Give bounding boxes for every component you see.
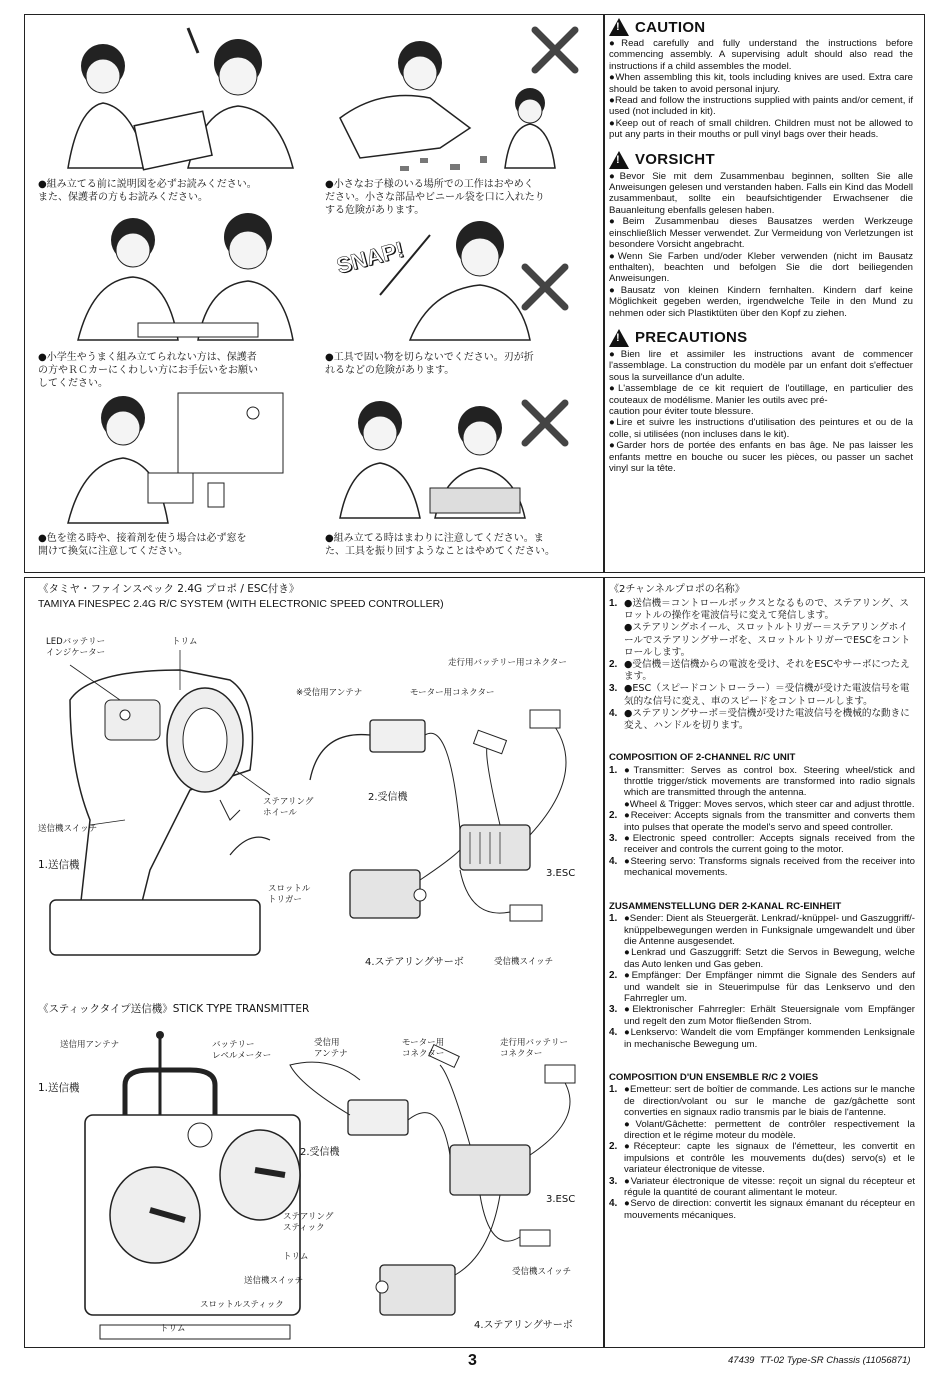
list-item: 3. ●ESC（スピードコントローラー）＝受信機が受けた電波信号を電気的な信号に変え、車のスピードをコントロールします。 — [609, 683, 910, 707]
label-stick-servo: 4.ステアリングサーボ — [474, 1320, 573, 1331]
caution-title: CAUTION — [635, 18, 706, 36]
label-transmitter: 1.送信機 — [38, 859, 80, 871]
label-stick-esc: 3.ESC — [546, 1194, 576, 1205]
caution-text — [609, 38, 913, 141]
caption-ventilation: ●色を塗る時や、接着剤を使う場合は必ず窓を 開けて換気に注意してください。 — [38, 533, 247, 557]
label-rx-antenna: 受信用 アンテナ — [314, 1038, 348, 1059]
precautions-item: ●Lire et suivre les instructions d'utilisation des peintures et ou de la colle, si utilisées (non incluses dans le kit). — [609, 417, 913, 440]
vorsicht-item: ●Beim Zusammenbau dieses Bausatzes werden Werkzeuge einschließlich Messer verwendet. Zur Vermeidung von Verletzungen ist besondere Vorsicht angebracht. — [609, 216, 913, 251]
list-item: 3. ●Elektronischer Fahrregler: Erhält Steuersignale vom Empfänger und regelt den zum Motor fließenden Strom. — [609, 1004, 915, 1027]
warning-triangle-icon — [609, 18, 629, 36]
label-throttle-trigger: スロットル トリガー — [268, 884, 311, 905]
illustration-child-no-tools — [320, 18, 590, 176]
stick-title: 《スティックタイプ送信機》STICK TYPE TRANSMITTER — [38, 1003, 310, 1015]
illustration-no-swinging-tools — [320, 388, 590, 528]
precautions-title: PRECAUTIONS — [635, 329, 748, 347]
illustration-parent-help — [38, 205, 298, 347]
illustration-snap-knife — [320, 205, 590, 347]
label-stick-tx-switch: 送信機スイッチ — [244, 1276, 304, 1286]
composition-de — [609, 901, 915, 1050]
warning-triangle-icon — [609, 151, 629, 169]
caution-item: ●When assembling this kit, tools including knives are used. Extra care should be taken to avoid personal injury. — [609, 72, 913, 95]
list-item: 4. ●Lenkservo: Wandelt die vom Empfänger kommenden Lenksignale in mechanische Bewegung um. — [609, 1027, 915, 1050]
caution-heading — [609, 18, 913, 36]
label-transmitter-switch: 送信機スイッチ — [38, 824, 98, 834]
label-stick-battery-connector: 走行用バッテリー コネクター — [500, 1038, 569, 1059]
label-tx-antenna: 送信用アンテナ — [60, 1040, 120, 1050]
label-stick-transmitter: 1.送信機 — [38, 1082, 80, 1094]
list-item: 1. ●Sender: Dient als Steuergerät. Lenkrad/-knüppel- und Gaszuggriff/- knüppelbewegungen werden in Funksignale umgewandelt und über die Antenne ausgesendet. ●Lenkrad und Gaszuggriff: Setzt die Servos in Bewegung, welche das Auto lenken und Gas geben. — [609, 913, 915, 970]
vorsicht-text — [609, 171, 913, 319]
caption-swing-tools: ●組み立てる時はまわりに注意してください。ま た、工具を振り回すようなことはやめてください。 — [325, 533, 555, 557]
composition-en — [609, 752, 915, 878]
list-item: 2. ●Receiver: Accepts signals from the transmitter and converts them into pulses that operate the model's servo and speed controller. — [609, 810, 915, 833]
label-led-indicator: LEDバッテリー インジケーター — [46, 637, 106, 658]
caution-item: ●Keep out of reach of small children. Children must not be allowed to put any parts in their mouths or pull vinyl bags over their heads. — [609, 117, 913, 141]
caption-read-instructions: ●組み立てる前に説明図を必ずお読みください。 また、保護者の方もお読みください。 — [38, 179, 257, 203]
illustration-reading-instructions — [38, 18, 298, 176]
vorsicht-heading — [609, 151, 913, 169]
list-item: 1. ●送信機＝コントロールボックスとなるもので、ステアリング、スロットルの操作を電波信号に変えて発信します。 ●ステアリングホイール、スロットルトリガー＝ステアリングホイールでステアリングサーボを、スロットルトリガーでESCをコントロールします。 — [609, 598, 911, 658]
label-stick-rx-switch: 受信機スイッチ — [512, 1267, 572, 1277]
precautions-heading — [609, 329, 913, 347]
vorsicht-title: VORSICHT — [635, 151, 715, 169]
label-servo: 4.ステアリングサーボ — [365, 957, 464, 968]
label-steering-wheel: ステアリング ホイール — [263, 797, 314, 818]
label-stick-motor-connector: モーター用 コネクター — [402, 1038, 445, 1059]
caption-hard-objects: ●工具で固い物を切らないでください。刃が折 れるなどの危険があります。 — [325, 352, 534, 376]
list-item: 1. ●Transmitter: Serves as control box. Steering wheel/stick and throttle trigger/stick movements are transformed into radio signals which are transmitted through the antenna. ●Wheel & Trigger: Moves servos, which steer car and adjust throttle. — [609, 764, 915, 810]
stick-transmitter-diagram — [30, 1025, 590, 1340]
list-item: 2. ●受信機＝送信機からの電波を受け、それをESCやサーボにつたえます。 — [609, 659, 910, 683]
label-steering-stick: ステアリング スティック — [283, 1212, 334, 1233]
composition-fr — [609, 1072, 915, 1221]
label-esc: 3.ESC — [546, 868, 576, 879]
caution-item: ●Read carefully and fully understand the instructions before commencing assembly. A supervising adult should also read the instructions if a child assembles the model. — [609, 38, 913, 72]
precautions-text — [609, 349, 913, 474]
list-item: 4. ●Steering servo: Transforms signals received from the receiver into mechanical movements. — [609, 855, 915, 879]
system-title-jp: 《タミヤ・ファインスペック 2.4G プロポ / ESC付き》 — [38, 583, 300, 595]
page-number: 3 — [468, 1352, 477, 1369]
label-receiver: 2.受信機 — [368, 792, 408, 803]
label-battery-meter: バッテリー レベルメーター — [212, 1040, 272, 1061]
precautions-item: ●Garder hors de portée des enfants en bas âge. Ne pas laisser les enfants mettre en bouche ou sucer les pièces, ou passer un sachet vinyl sur la tête. — [609, 440, 913, 474]
names-jp-list — [609, 598, 915, 732]
list-item: 3. ●Electronic speed controller: Accepts signals received from the receiver and controls the current going to the motor. — [609, 833, 915, 856]
precautions-item: ●L'assemblage de ce kit requiert de l'outillage, en particulier des couteaux de modélisme. Manier les outils avec pré- caution pour éviter toute blessure. — [609, 383, 913, 417]
composition-en-title: COMPOSITION OF 2-CHANNEL R/C UNIT — [609, 752, 796, 764]
label-trim: トリム — [172, 637, 198, 647]
list-item: 2. ●Empfänger: Der Empfänger nimmt die Signale des Senders auf und wandelt sie in Steuerimpulse für das Lenkservo und den Fahrregler um. — [609, 970, 915, 1004]
label-motor-connector: モーター用コネクター — [410, 688, 495, 698]
composition-de-title: ZUSAMMENSTELLUNG DER 2-KANAL RC-EINHEIT — [609, 900, 842, 912]
caption-small-children: ●小さなお子様のいる場所での工作はおやめく ださい。小さな部品やビニール袋を口に入れたり する危険があります。 — [325, 179, 545, 216]
warning-triangle-icon — [609, 329, 629, 347]
list-item: 1. ●Emetteur: sert de boîtier de commande. Les actions sur le manche de direction/volant ou sur le manche de gaz/gâchette sont converties en signaux radio transmis par le biais de l'antenne. ●Volant/Gâchette: permettent de contrôler respectivement la direction et le régime moteur du modèle. — [609, 1084, 915, 1142]
label-receiver-switch: 受信機スイッチ — [494, 957, 554, 967]
label-throttle-stick: スロットルスティック — [200, 1300, 284, 1310]
list-item: 4. ●ステアリングサーボ＝受信機が受けた電波信号を機械的な動きに変え、ハンドルを切ります。 — [609, 707, 910, 732]
vorsicht-item: ●Wenn Sie Farben und/oder Kleber verwenden (nicht im Bausatz enthalten), beachten und befolgen Sie die dort beiliegenden Anweisungen. — [609, 250, 913, 285]
caption-parent-help: ●小学生やうまく組み立てられない方は、保護者 の方やＲＣカーにくわしい方にお手伝いをお願い してください。 — [38, 352, 258, 389]
caution-item: ●Read and follow the instructions supplied with paints and/or cement, if used (not included in kit). — [609, 95, 913, 118]
vorsicht-item: ●Bausatz von kleinen Kindern fernhalten. Kindern darf keine Möglichkeit gegeben werden, irgendwelche Teile in den Mund zu nehmen oder sich Plastiktüten über den Kopf zu ziehen. — [609, 284, 913, 319]
doc-code: 47439 TT-02 Type-SR Chassis (11056871) — [728, 1355, 911, 1366]
snap-text: SNAP! — [333, 236, 407, 279]
label-stick-trim: トリム — [283, 1252, 309, 1262]
list-item: 4. ●Servo de direction: convertit les signaux émanant du récepteur en mouvements mécaniques. — [609, 1198, 915, 1221]
names-jp-title: 《2チャンネルプロポの名称》 — [609, 584, 745, 595]
label-battery-connector: 走行用バッテリー用コネクター — [448, 658, 567, 668]
list-item: 3. ●Variateur électronique de vitesse: reçoit un signal du récepteur et régule la quantité de courant alimentant le moteur. — [609, 1175, 915, 1199]
label-receiver-antenna: ※受信用アンテナ — [296, 688, 363, 698]
warnings-column — [609, 18, 913, 474]
system-title-en: TAMIYA FINESPEC 2.4G R/C SYSTEM (WITH ELECTRONIC SPEED CONTROLLER) — [38, 598, 444, 610]
precautions-item: ●Bien lire et assimiler les instructions avant de commencer l'assemblage. La construction du modèle par un enfant doit s'effectuer sous la surveillance d'un adulte. — [609, 348, 913, 383]
vorsicht-item: ●Bevor Sie mit dem Zusammenbau beginnen, sollten Sie alle Anweisungen gelesen und verstanden haben. Falls ein Kind das Modell zusammenbaut, sollte ein beaufsichtigender Erwachsener die Bauanleitung ebenfalls gelesen haben. — [609, 170, 914, 216]
composition-fr-title: COMPOSITION D'UN ENSEMBLE R/C 2 VOIES — [609, 1071, 819, 1083]
description-column — [609, 583, 915, 1221]
list-item: 2. ●Récepteur: capte les signaux de l'émetteur, les convertit en impulsions et contrôle les mouvements du(des) servo(s) et le variateur électronique de vitesse. — [609, 1141, 915, 1176]
illustration-painting-ventilation — [38, 388, 298, 528]
label-stick-trim-bottom: トリム — [160, 1324, 186, 1334]
label-stick-receiver: 2.受信機 — [300, 1147, 340, 1158]
